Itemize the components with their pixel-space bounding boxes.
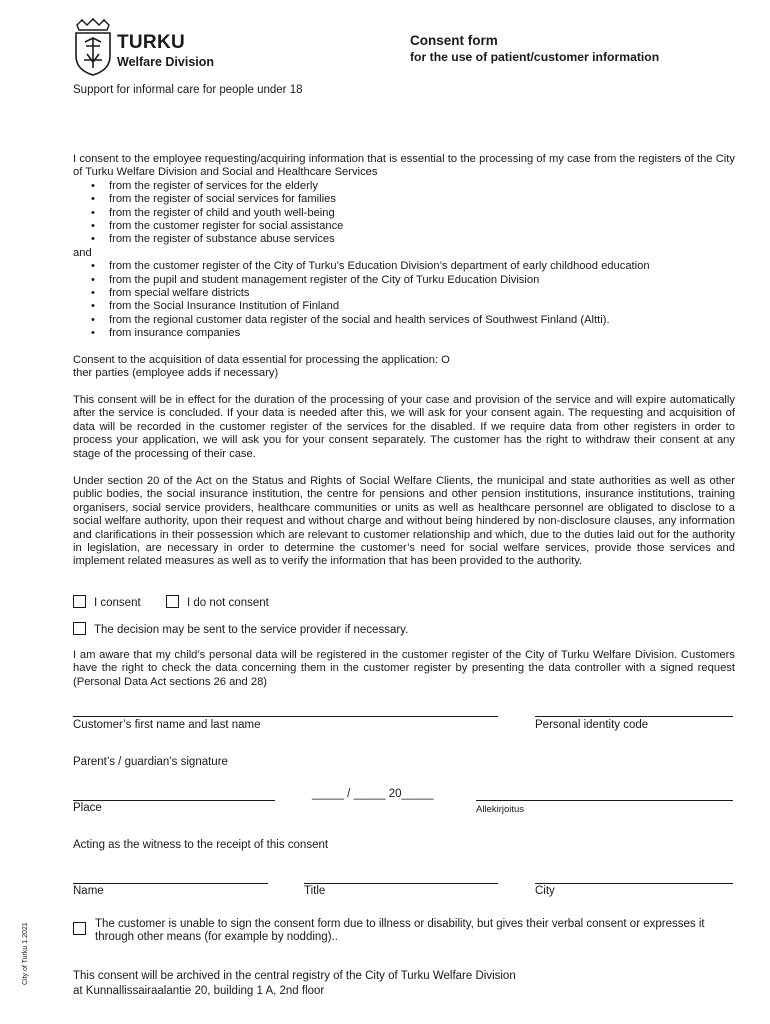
awareness-paragraph: I am aware that my child’s personal data will be registered in the customer register of the City of Turku Welfare Division. Customers have the right to check the data concerning them in the customer register by presenting the data controller with a signed request (Personal Data Act sections 26 and 28) xyxy=(73,649,735,688)
no-consent-option[interactable] xyxy=(166,595,269,610)
consent-label: I consent xyxy=(94,597,141,609)
acquisition-line-2: ther parties (employee adds if necessary) xyxy=(73,367,279,380)
archive-line-1: This consent will be archived in the central registry of the City of Turku Welfare Division xyxy=(73,970,516,982)
provider-option[interactable] xyxy=(73,622,408,637)
law-paragraph: Under section 20 of the Act on the Status and Rights of Social Welfare Clients, the municipal and state authorities as well as other public bodies, the social insurance institution, the centre for pensions and other pension institutions, insurance institutions, training organisers, social service providers, healthcare communities or units as well as healthcare personnel are obligated to disclose to a social welfare authority, upon their request and without charge and without being hindered by non-disclosure clauses, any information and clarifications in their possession which are relevant to customer relationship and which, due to the duties laid out for the authority in legislation, are necessary in order to determine the customer’s need for social welfare services, provide those services and implement related measures as well as to verify the information that has been provided to the authority. xyxy=(73,475,735,568)
guardian-signature-label: Parent’s / guardian’s signature xyxy=(73,756,228,768)
consent-option[interactable] xyxy=(73,595,141,610)
personal-id-line[interactable] xyxy=(535,716,733,717)
form-title: Consent form xyxy=(410,33,498,48)
witness-city-label: City xyxy=(535,885,555,897)
list-item: • from the register of social services for families xyxy=(73,193,735,206)
place-label: Place xyxy=(73,802,102,814)
personal-id-label: Personal identity code xyxy=(535,719,649,731)
form-subtitle: for the use of patient/customer information xyxy=(410,50,660,64)
witness-name-line[interactable] xyxy=(73,883,268,884)
register-list-1 xyxy=(73,180,735,247)
signature-line[interactable] xyxy=(476,800,733,801)
list-item: • from the regional customer data register of the social and health services of Southwest Finland (Altti). xyxy=(73,314,735,327)
register-list-2 xyxy=(73,260,735,340)
acquisition-line-1: Consent to the acquisition of data essential for processing the application: O xyxy=(73,354,450,366)
consent-section xyxy=(73,153,735,341)
list-item: • from the Social Insurance Institution of Finland xyxy=(73,300,735,313)
provider-checkbox[interactable] xyxy=(73,622,86,635)
consent-intro: I consent to the employee requesting/acquiring information that is essential to the processing of my case from the registers of the City of Turku Welfare Division and Social and Healthcare Services xyxy=(73,153,735,179)
signature-label: Allekirjoitus xyxy=(476,804,525,815)
witness-heading: Acting as the witness to the receipt of this consent xyxy=(73,839,329,851)
list-item: • from special welfare districts xyxy=(73,287,735,300)
place-line[interactable] xyxy=(73,800,275,801)
list-item: • from the register of child and youth well-being xyxy=(73,207,735,220)
customer-name-line[interactable] xyxy=(73,716,498,717)
no-consent-label: I do not consent xyxy=(187,597,269,609)
witness-city-line[interactable] xyxy=(535,883,733,884)
list-item: • from the register of substance abuse services xyxy=(73,233,735,246)
customer-name-label: Customer’s first name and last name xyxy=(73,719,261,731)
list-item: • from the register of services for the elderly xyxy=(73,180,735,193)
witness-title-label: Title xyxy=(304,885,326,897)
witness-title-line[interactable] xyxy=(304,883,498,884)
and-text: and xyxy=(73,246,92,259)
turku-coat-of-arms-logo xyxy=(73,18,113,76)
verbal-consent-checkbox[interactable] xyxy=(73,922,86,935)
program-name: Support for informal care for people under 18 xyxy=(73,84,303,96)
verbal-consent-text: The customer is unable to sign the consent form due to illness or disability, but gives their verbal consent or expresses it through other means (for example by nodding).. xyxy=(95,918,705,944)
list-item: • from the customer register of the City of Turku’s Education Division’s department of early childhood education xyxy=(73,260,735,273)
acquisition-section xyxy=(73,354,735,381)
division-name: Welfare Division xyxy=(117,55,215,69)
validity-paragraph: This consent will be in effect for the duration of the processing of your case and provision of the service and will expire automatically after the service is concluded. If your data is needed after this, we will ask for your consent again. The requesting and acquisition of data will be recorded in the customer register of the services for the disabled. If we require data from other registers in order to process your application, we will ask you for your consent separately. The customer has the right to withdraw their consent at any stage of the processing of their case. xyxy=(73,394,735,460)
witness-name-label: Name xyxy=(73,885,104,897)
list-item: • from the customer register for social assistance xyxy=(73,220,735,233)
org-name: TURKU xyxy=(117,32,185,53)
date-field[interactable]: _____ / _____ 20_____ xyxy=(312,788,434,800)
list-item: • from the pupil and student management register of the City of Turku Education Division xyxy=(73,274,735,287)
side-note: City of Turku 1.2021 xyxy=(22,922,29,985)
no-consent-checkbox[interactable] xyxy=(166,595,179,608)
provider-label: The decision may be sent to the service provider if necessary. xyxy=(94,624,409,636)
list-item: • from insurance companies xyxy=(73,327,735,340)
archive-line-2: at Kunnallissairaalantie 20, building 1 A, 2nd floor xyxy=(73,985,325,997)
consent-checkbox[interactable] xyxy=(73,595,86,608)
